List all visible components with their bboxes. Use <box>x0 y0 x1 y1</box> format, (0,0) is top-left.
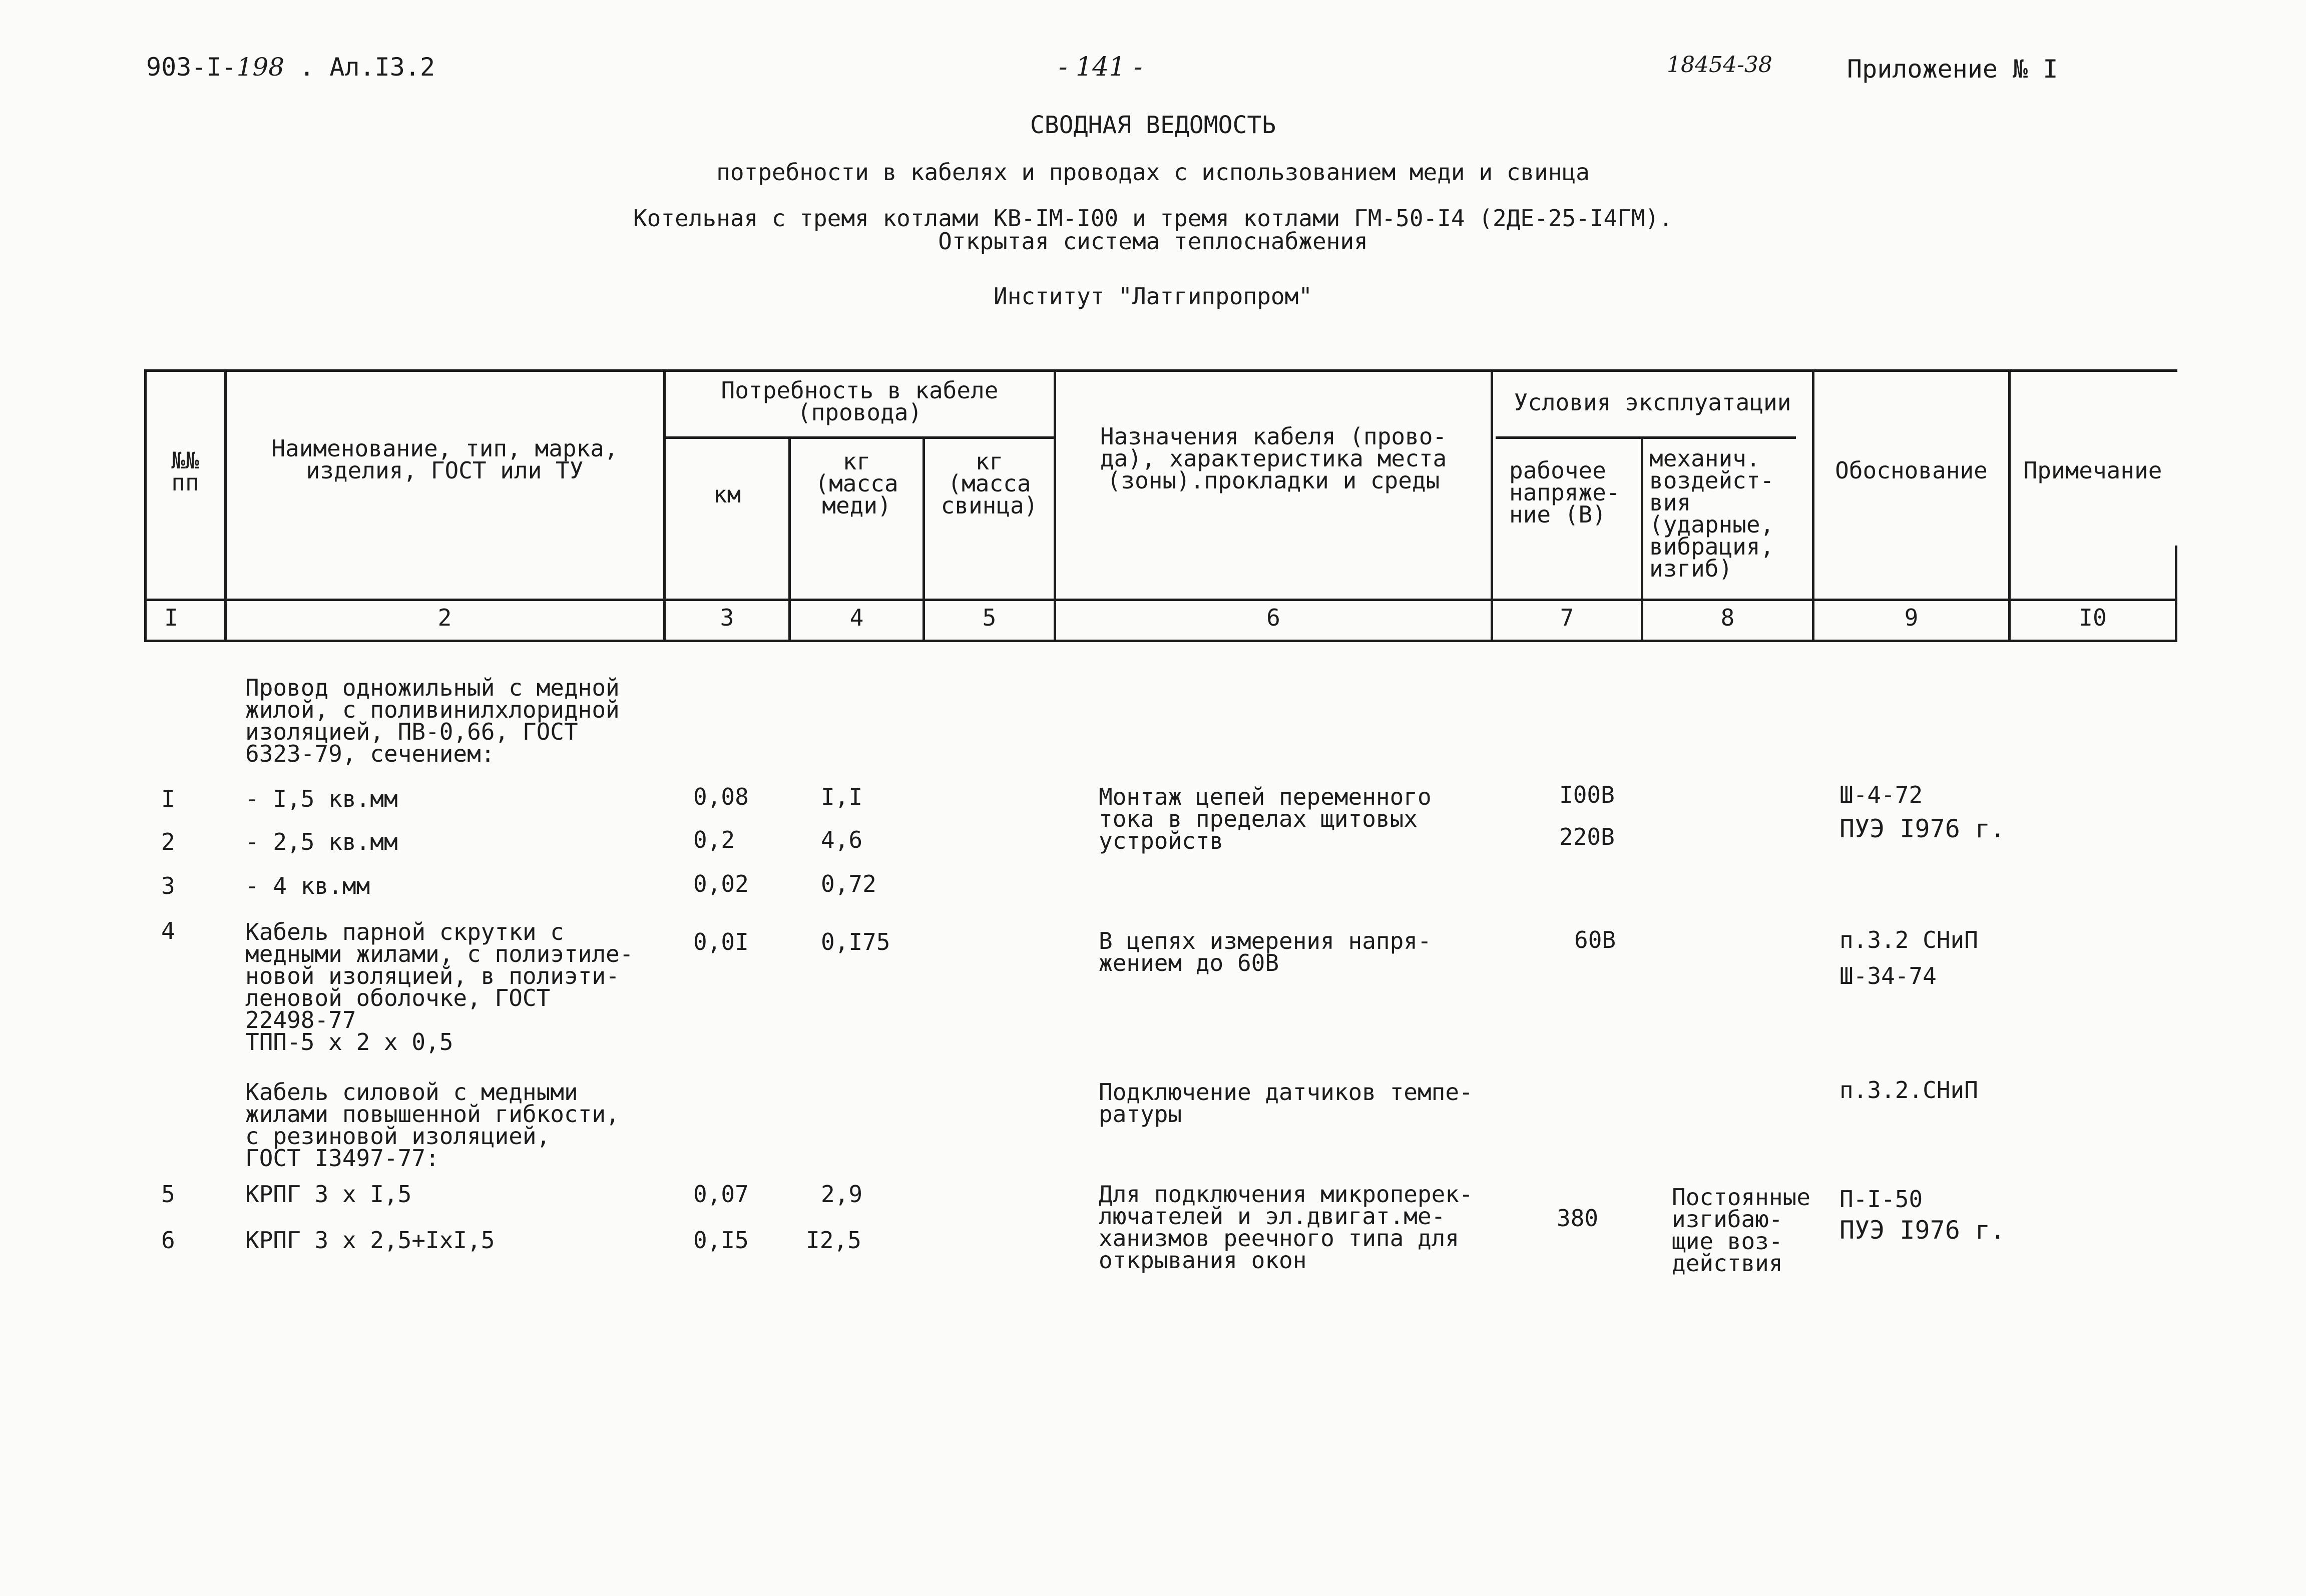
appendix-label: Приложение № I <box>1847 55 2058 84</box>
quantity-km: 0,2 <box>693 826 735 853</box>
header-mechanical: механич. воздейст- вия (ударные, вибрация, изгиб) <box>1649 445 1774 582</box>
item-name: - I,5 кв.мм <box>245 785 398 812</box>
working-voltage: 380 <box>1557 1205 1599 1232</box>
document-subtitle: потребности в кабелях и проводах с использованием меди и свинца <box>716 159 1590 186</box>
row-number: 6 <box>161 1227 175 1254</box>
working-voltage: 60В <box>1574 926 1616 953</box>
mass-copper: I,I <box>821 783 863 810</box>
item-name: - 4 кв.мм <box>245 872 370 899</box>
doc-code-prefix: 903-I- <box>146 53 237 82</box>
col-number: 4 <box>849 604 864 631</box>
header-need-group: Потребность в кабеле (провода) <box>721 377 999 426</box>
justification: п.3.2.СНиП <box>1839 1077 1978 1104</box>
header-name: Наименование, тип, марка, изделия, ГОСТ или ТУ <box>271 435 618 484</box>
header-purpose: Назначения кабеля (прово- да), характеристика места (зоны).прокладки и среды <box>1100 423 1447 494</box>
header-voltage: рабочее напряже- ние (В) <box>1509 457 1620 528</box>
purpose-text: Подключение датчиков темпе- ратуры <box>1099 1079 1473 1128</box>
quantity-km: 0,0I <box>693 928 749 955</box>
item-name: - 2,5 кв.мм <box>245 828 398 855</box>
system-name: Открытая система теплоснабжения <box>938 228 1368 255</box>
working-voltage: 220В <box>1559 823 1615 850</box>
item-name: КРПГ 3 х I,5 <box>245 1181 412 1208</box>
justification: п.3.2 СНиП <box>1839 926 1978 953</box>
page-number: - 141 - <box>1059 52 1143 82</box>
justification: ПУЭ I976 г. <box>1839 1216 2006 1245</box>
col-number: 6 <box>1266 604 1280 631</box>
header-km: км <box>713 481 741 508</box>
archive-number: 18454-38 <box>1667 52 1772 78</box>
purpose-text: В цепях измерения напря- жением до 60В <box>1099 927 1432 976</box>
justification: П-I-50 <box>1839 1186 1923 1213</box>
document-title: СВОДНАЯ ВЕДОМОСТЬ <box>1030 111 1276 139</box>
header-kg-lead: кг (масса свинца) <box>941 448 1038 519</box>
group-title-wire: Провод одножильный с медной жилой, с поливинилхлоридной изоляцией, ПВ-0,66, ГОСТ 6323-79, сечением: <box>245 674 620 767</box>
doc-code-suffix: . Ал.I3.2 <box>284 53 435 82</box>
header-num: №№ пп <box>171 447 199 496</box>
col-number: 5 <box>982 604 997 631</box>
header-justification: Обоснование <box>1835 457 1988 484</box>
item-name: КРПГ 3 х 2,5+IхI,5 <box>245 1227 495 1254</box>
col-number: 9 <box>1904 604 1919 631</box>
col-number: 7 <box>1560 604 1574 631</box>
mass-copper: I2,5 <box>806 1227 861 1254</box>
mass-copper: 0,I75 <box>821 928 890 955</box>
mass-copper: 2,9 <box>821 1181 863 1208</box>
mechanical-conditions: Постоянные изгибаю- щие воз- действия <box>1672 1184 1810 1277</box>
quantity-km: 0,I5 <box>693 1227 749 1254</box>
purpose-text: Монтаж цепей переменного тока в пределах щитовых устройств <box>1099 783 1432 854</box>
row-number: 5 <box>161 1181 175 1208</box>
header-note: Примечание <box>2023 457 2162 484</box>
header-kg-copper: кг (масса меди) <box>815 448 898 519</box>
working-voltage: I00В <box>1559 781 1615 808</box>
quantity-km: 0,02 <box>693 870 749 897</box>
quantity-km: 0,07 <box>693 1181 749 1208</box>
justification: Ш-34-74 <box>1839 962 1937 989</box>
col-number: 2 <box>437 604 452 631</box>
row-number: I <box>161 785 175 812</box>
justification: ПУЭ I976 г. <box>1839 814 2006 843</box>
justification: Ш-4-72 <box>1839 781 1923 808</box>
col-number: 3 <box>720 604 734 631</box>
mass-copper: 0,72 <box>821 870 876 897</box>
document-code <box>146 53 435 82</box>
col-number: I0 <box>2079 604 2107 631</box>
doc-code-handwritten-number: 198 <box>236 53 285 82</box>
row-number: 4 <box>161 917 175 944</box>
institute-name: Институт "Латгипропром" <box>994 283 1312 310</box>
group-title-cable: Кабель силовой с медными жилами повышенной гибкости, с резиновой изоляцией, ГОСТ I3497-77: <box>245 1079 620 1172</box>
item-name: Кабель парной скрутки с медными жилами, с полиэтиле- новой изоляцией, в полиэти- леновой оболочке, ГОСТ 22498-77 ТПП-5 х 2 х 0,5 <box>245 918 634 1055</box>
mass-copper: 4,6 <box>821 826 863 853</box>
purpose-text: Для подключения микроперек- лючателей и эл.двигат.ме- ханизмов реечного типа для открывания окон <box>1099 1181 1473 1274</box>
quantity-km: 0,08 <box>693 783 749 810</box>
row-number: 2 <box>161 828 175 855</box>
col-number: 8 <box>1720 604 1735 631</box>
row-number: 3 <box>161 872 175 899</box>
col-number: I <box>164 604 178 631</box>
object-name: Котельная с тремя котлами КВ-IM-I00 и тремя котлами ГМ-50-I4 (2ДЕ-25-I4ГМ). <box>633 205 1673 232</box>
header-conditions-group: Условия эксплуатации <box>1514 389 1791 416</box>
